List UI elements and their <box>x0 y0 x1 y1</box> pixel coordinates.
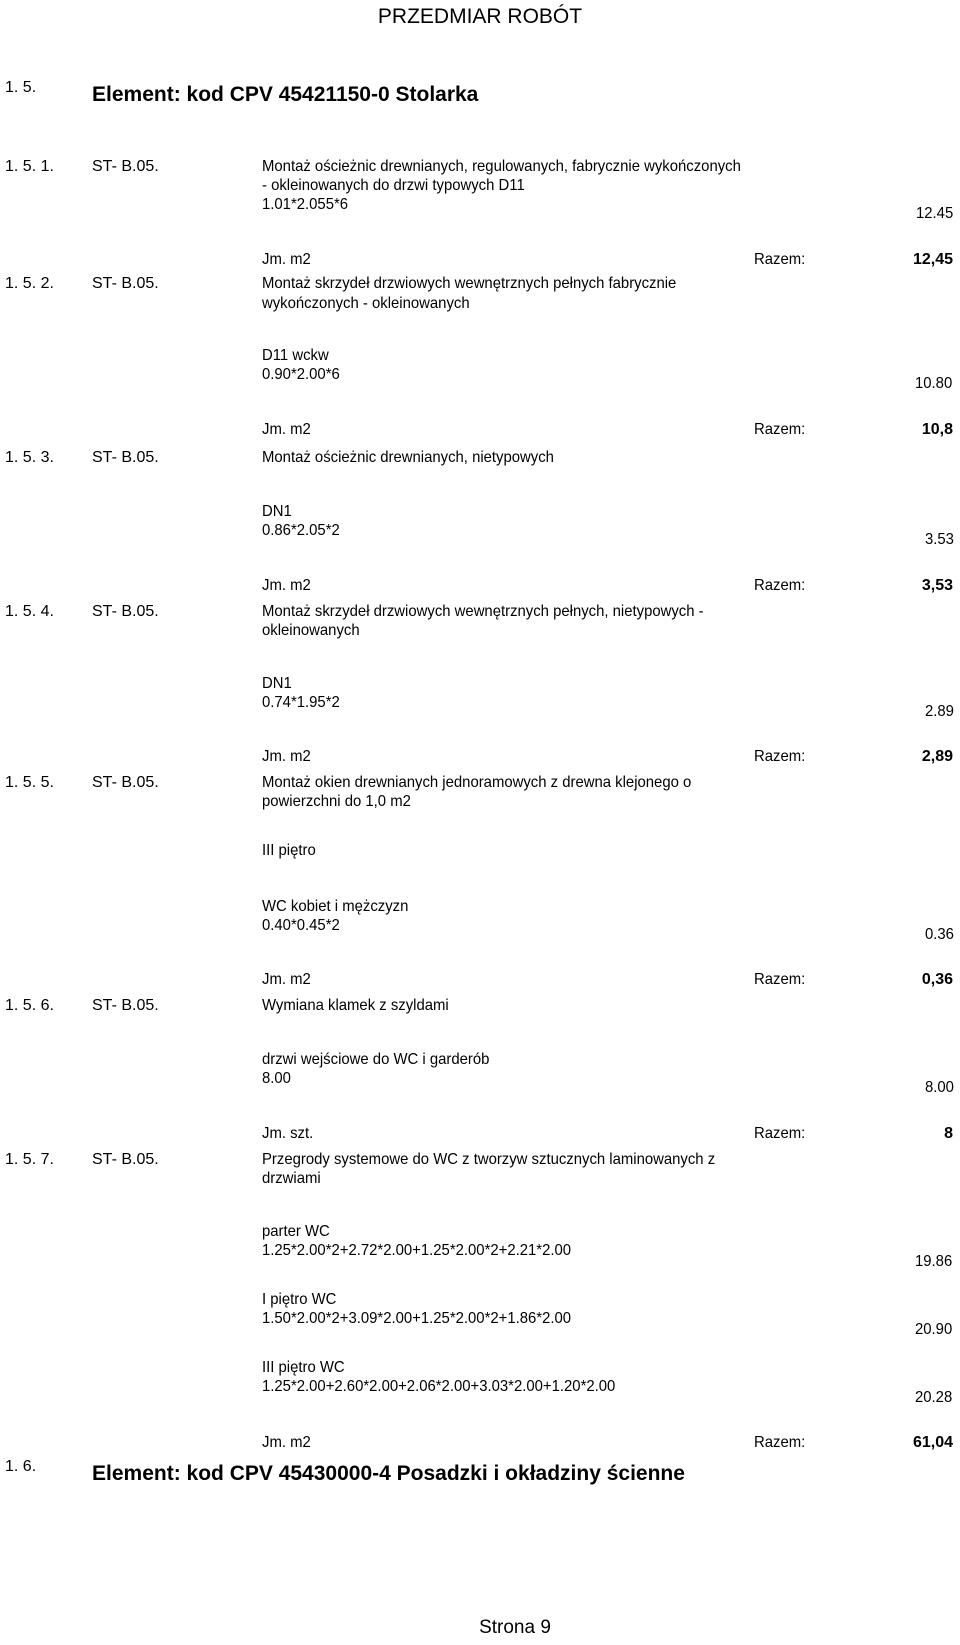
calc-label: drzwi wejściowe do WC i garderób <box>262 1051 490 1068</box>
element-number: 1. 6. <box>5 1458 37 1475</box>
item-spec-code: ST- B.05. <box>92 275 159 292</box>
calc-formula: 1.25*2.00+2.60*2.00+2.06*2.00+3.03*2.00+1.20*2.00 <box>262 1378 616 1395</box>
unit-label: Jm. m2 <box>262 1434 311 1451</box>
calc-value: 10.80 <box>915 375 953 392</box>
item-number: 1. 5. 3. <box>5 449 54 466</box>
unit-label: Jm. szt. <box>262 1125 314 1142</box>
unit-label: Jm. m2 <box>262 748 311 765</box>
element-title: Element: kod CPV 45430000-4 Posadzki i okładziny ścienne <box>92 1462 685 1485</box>
item-spec-code: ST- B.05. <box>92 158 159 175</box>
razem-label: Razem: <box>754 1434 806 1451</box>
razem-label: Razem: <box>754 971 806 988</box>
page-number: Strona 9 <box>479 1617 551 1638</box>
item-spec-code: ST- B.05. <box>92 997 159 1014</box>
razem-label: Razem: <box>754 251 806 268</box>
razem-label: Razem: <box>754 577 806 594</box>
calc-value: 20.28 <box>915 1389 953 1406</box>
calc-value: 8.00 <box>925 1079 954 1096</box>
element-title: Element: kod CPV 45421150-0 Stolarka <box>92 83 479 106</box>
item-description: Przegrody systemowe do WC z tworzyw sztucznych laminowanych z <box>262 1151 716 1168</box>
item-spec-code: ST- B.05. <box>92 774 159 791</box>
calc-value: 3.53 <box>925 531 954 548</box>
unit-label: Jm. m2 <box>262 577 311 594</box>
calc-formula: 8.00 <box>262 1070 291 1087</box>
item-description: Montaż skrzydeł drzwiowych wewnętrznych pełnych, nietypowych - <box>262 603 704 620</box>
calc-label: III piętro <box>262 842 316 859</box>
page-title: PRZEDMIAR ROBÓT <box>377 5 583 28</box>
unit-label: Jm. m2 <box>262 251 311 268</box>
item-description: Montaż ościeżnic drewnianych, nietypowych <box>262 449 554 466</box>
calc-label: D11 wckw <box>262 347 329 364</box>
calc-formula: 0.74*1.95*2 <box>262 694 340 711</box>
item-description: powierzchni do 1,0 m2 <box>262 793 411 810</box>
calc-formula: 0.90*2.00*6 <box>262 366 340 383</box>
unit-label: Jm. m2 <box>262 421 311 438</box>
razem-label: Razem: <box>754 421 806 438</box>
unit-label: Jm. m2 <box>262 971 311 988</box>
calc-label: WC kobiet i mężczyzn <box>262 898 409 915</box>
calc-label: parter WC <box>262 1223 330 1240</box>
calc-formula: 0.40*0.45*2 <box>262 917 340 934</box>
calc-label: I piętro WC <box>262 1291 337 1308</box>
calc-value: 0.36 <box>925 926 954 943</box>
calc-formula: 1.50*2.00*2+3.09*2.00+1.25*2.00*2+1.86*2.00 <box>262 1310 572 1327</box>
razem-label: Razem: <box>754 748 806 765</box>
item-number: 1. 5. 2. <box>5 275 54 292</box>
calc-formula: 1.01*2.055*6 <box>262 196 349 213</box>
item-total: 12,45 <box>912 251 953 268</box>
calc-label: DN1 <box>262 503 292 520</box>
item-description: drzwiami <box>262 1170 321 1187</box>
item-description: Montaż ościeżnic drewnianych, regulowanych, fabrycznie wykończonych <box>262 158 741 175</box>
item-number: 1. 5. 6. <box>5 997 54 1014</box>
item-description: Wymiana klamek z szyldami <box>262 997 449 1014</box>
item-spec-code: ST- B.05. <box>92 449 159 466</box>
item-number: 1. 5. 7. <box>5 1151 54 1168</box>
item-description: wykończonych - okleinowanych <box>262 295 470 312</box>
calc-value: 20.90 <box>915 1321 953 1338</box>
item-total: 0,36 <box>921 971 953 988</box>
item-number: 1. 5. 5. <box>5 774 54 791</box>
item-total: 61,04 <box>912 1434 953 1451</box>
item-description: - okleinowanych do drzwi typowych D11 <box>262 177 525 194</box>
calc-value: 2.89 <box>925 703 954 720</box>
item-description: okleinowanych <box>262 622 360 639</box>
item-total: 3,53 <box>921 577 953 594</box>
item-number: 1. 5. 1. <box>5 158 54 175</box>
calc-label: III piętro WC <box>262 1359 345 1376</box>
item-total: 2,89 <box>921 748 953 765</box>
calc-value: 12.45 <box>916 205 954 222</box>
element-number: 1. 5. <box>5 79 37 96</box>
calc-formula: 1.25*2.00*2+2.72*2.00+1.25*2.00*2+2.21*2.00 <box>262 1242 572 1259</box>
item-spec-code: ST- B.05. <box>92 1151 159 1168</box>
item-description: Montaż okien drewnianych jednoramowych z drewna klejonego o <box>262 774 692 791</box>
item-total: 8 <box>944 1125 953 1142</box>
item-number: 1. 5. 4. <box>5 603 54 620</box>
calc-value: 19.86 <box>915 1253 953 1270</box>
calc-formula: 0.86*2.05*2 <box>262 522 340 539</box>
razem-label: Razem: <box>754 1125 806 1142</box>
item-spec-code: ST- B.05. <box>92 603 159 620</box>
item-total: 10,8 <box>921 421 953 438</box>
calc-label: DN1 <box>262 675 292 692</box>
item-description: Montaż skrzydeł drzwiowych wewnętrznych pełnych fabrycznie <box>262 275 677 292</box>
